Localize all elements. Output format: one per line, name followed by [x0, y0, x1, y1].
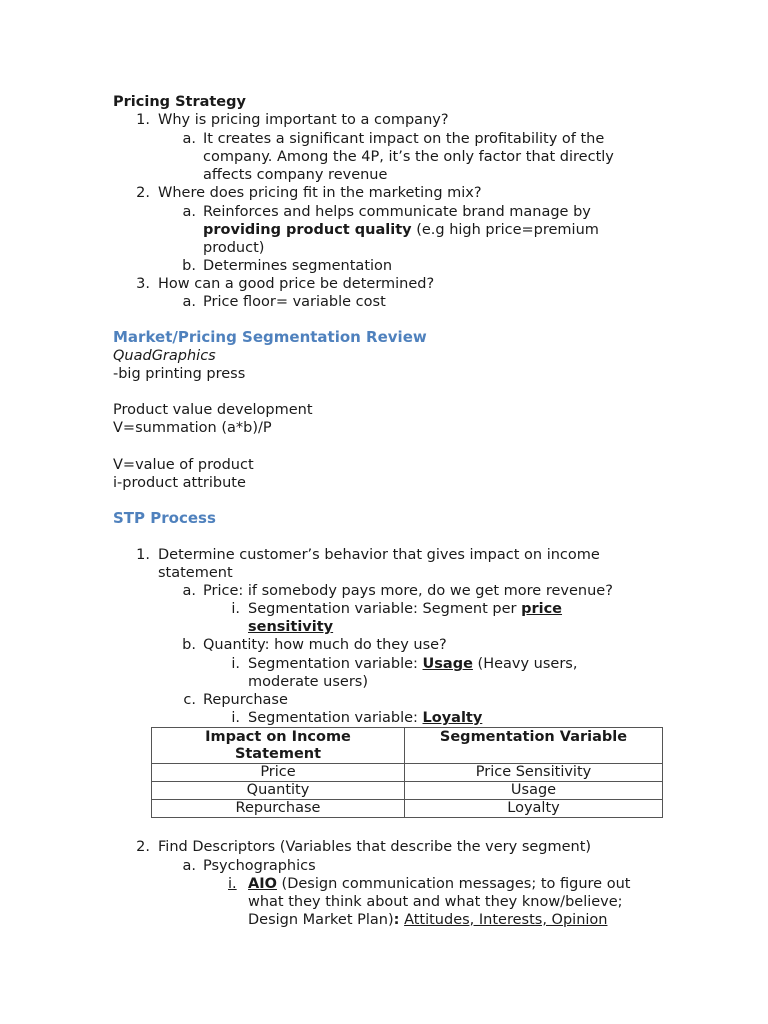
- header-variable: Segmentation Variable: [405, 728, 663, 764]
- aio-line3-prefix: Design Market Plan): [248, 912, 394, 928]
- table-row: [152, 782, 663, 800]
- aio-term: AIO: [248, 876, 277, 892]
- aio-expansion: Attitudes, Interests, Opinion: [404, 912, 608, 928]
- question-1: Why is pricing important to a company?: [158, 112, 449, 128]
- list-number: 1.: [136, 112, 150, 128]
- list-letter: a.: [182, 583, 196, 599]
- company-desc: -big printing press: [113, 366, 246, 382]
- table-row: [152, 800, 663, 818]
- stp-step-2: Find Descriptors (Variables that describe the very segment): [158, 839, 592, 855]
- aio-line1: [248, 875, 630, 893]
- list-letter: a.: [182, 294, 196, 310]
- list-letter: a.: [182, 131, 196, 147]
- list-roman: i.: [231, 710, 240, 726]
- answer-3a: Price floor= variable cost: [203, 294, 386, 310]
- value-definition: V=value of product: [113, 457, 254, 473]
- table-row: [152, 764, 663, 782]
- bold-underlined-term: Loyalty: [422, 710, 483, 726]
- value-formula: V=summation (a*b)/P: [113, 420, 272, 436]
- stp-1a: Price: if somebody pays more, do we get more revenue?: [203, 583, 613, 599]
- stp-step-1-line1: Determine customer’s behavior that gives impact on income: [158, 547, 600, 563]
- seg-var-prefix: Segmentation variable:: [248, 656, 423, 672]
- aio-line1-rest: (Design communication messages; to figure out: [276, 876, 631, 892]
- stp-1a-i-line1: [248, 600, 562, 618]
- question-3: How can a good price be determined?: [158, 276, 435, 292]
- list-letter: a.: [182, 858, 196, 874]
- list-roman: i.: [228, 876, 237, 892]
- stp-1a-i-line2: sensitivity: [248, 619, 334, 635]
- bold-underlined-term: price: [521, 601, 563, 617]
- answer-2a-line3: product): [203, 240, 265, 256]
- cell-variable: Price Sensitivity: [405, 764, 663, 782]
- attribute-definition: i-product attribute: [113, 475, 246, 491]
- list-number: 2.: [136, 839, 150, 855]
- cell-variable: Loyalty: [405, 800, 663, 818]
- seg-var-prefix: Segmentation variable: Segment per: [248, 601, 522, 617]
- answer-1a-line2: company. Among the 4P, it’s the only factor that directly: [203, 149, 614, 165]
- list-letter: b.: [182, 258, 196, 274]
- stp-1b-i-line2: moderate users): [248, 674, 369, 690]
- header-impact-line1: Impact on Income: [205, 729, 351, 745]
- answer-1a-line1: It creates a significant impact on the profitability of the: [203, 131, 605, 147]
- stp-2a: Psychographics: [203, 858, 316, 874]
- section-title-market: Market/Pricing Segmentation Review: [113, 328, 427, 346]
- question-2: Where does pricing fit in the marketing mix?: [158, 185, 482, 201]
- cell-variable: Usage: [405, 782, 663, 800]
- seg-var-rest: (Heavy users,: [472, 656, 578, 672]
- list-number: 3.: [136, 276, 150, 292]
- cell-impact: Price: [152, 764, 405, 782]
- stp-1b-i-line1: [248, 655, 577, 673]
- seg-var-prefix: Segmentation variable:: [248, 710, 423, 726]
- company-name: QuadGraphics: [113, 348, 216, 364]
- table-header-row: [152, 728, 663, 764]
- list-letter: b.: [182, 637, 196, 653]
- bold-underlined-term: Usage: [422, 656, 473, 672]
- section-title-stp: STP Process: [113, 509, 216, 527]
- cell-impact: Quantity: [152, 782, 405, 800]
- answer-2a-line2: [203, 221, 599, 239]
- header-impact-line2: Statement: [234, 746, 322, 762]
- product-value-development: Product value development: [113, 402, 313, 418]
- list-letter: a.: [182, 204, 196, 220]
- list-roman: i.: [231, 601, 240, 617]
- aio-line3: [248, 911, 607, 929]
- segmentation-table: [151, 727, 663, 818]
- stp-1c-i: [248, 709, 482, 727]
- answer-2b: Determines segmentation: [203, 258, 393, 274]
- bold-phrase: providing product quality: [203, 222, 412, 238]
- aio-colon: :: [393, 912, 400, 928]
- aio-line2: what they think about and what they know/believe;: [248, 894, 623, 910]
- answer-2a-line1: Reinforces and helps communicate brand manage by: [203, 204, 591, 220]
- list-letter: c.: [183, 692, 196, 708]
- answer-2a-rest: (e.g high price=premium: [411, 222, 599, 238]
- section-title-pricing: Pricing Strategy: [113, 94, 246, 110]
- stp-step-1-line2: statement: [158, 565, 233, 581]
- list-roman: i.: [231, 656, 240, 672]
- list-number: 1.: [136, 547, 150, 563]
- cell-impact: Repurchase: [152, 800, 405, 818]
- header-impact: [152, 728, 405, 764]
- stp-1b: Quantity: how much do they use?: [203, 637, 447, 653]
- stp-1c: Repurchase: [203, 692, 288, 708]
- answer-1a-line3: affects company revenue: [203, 167, 388, 183]
- list-number: 2.: [136, 185, 150, 201]
